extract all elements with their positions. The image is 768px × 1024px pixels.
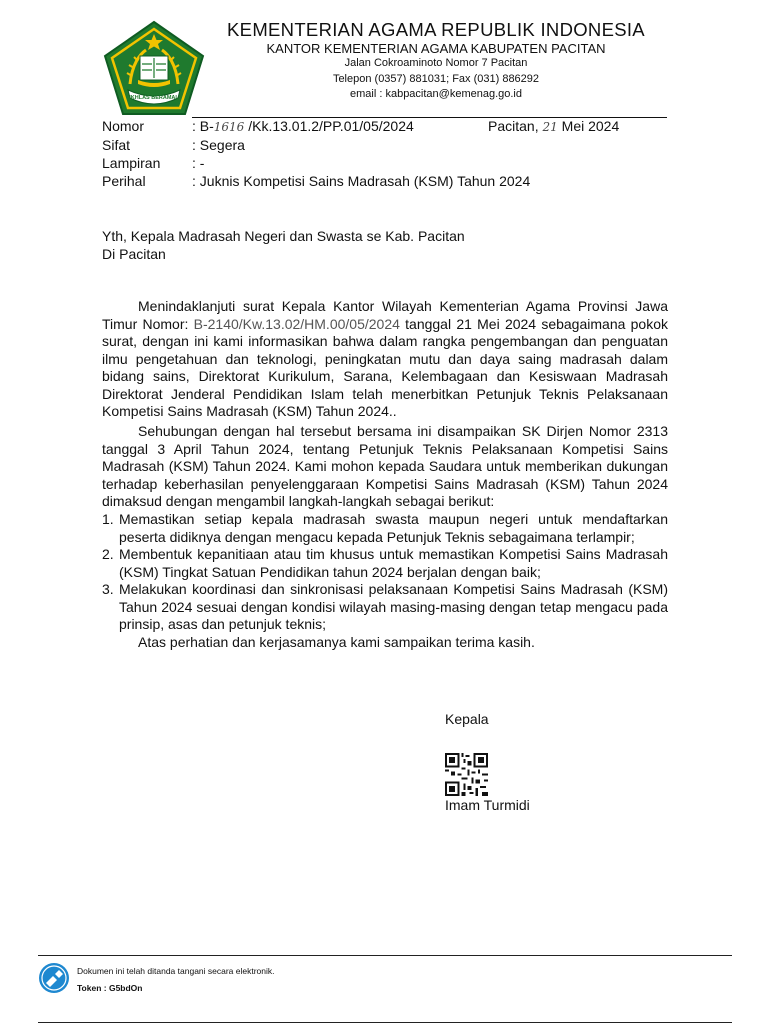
ministry-name: KEMENTERIAN AGAMA REPUBLIK INDONESIA: [227, 19, 645, 40]
steps-list: [102, 511, 668, 634]
signature-title: Kepala: [445, 711, 489, 727]
closing-sentence: Atas perhatian dan kerjasamanya kami sampaikan terima kasih.: [138, 634, 535, 650]
perihal-value: : Juknis Kompetisi Sains Madrasah (KSM) Tahun 2024: [192, 173, 531, 189]
lampiran-value: : -: [192, 155, 205, 171]
list-item: 1. Memastikan setiap kepala madrasah swasta maupun negeri untuk mendaftarkan peserta didiknya dengan mengacu kepada Petunjuk Teknis sebagaimana terlampir;: [102, 511, 668, 545]
sifat-label: Sifat: [102, 137, 131, 153]
perihal-label: Perihal: [102, 173, 146, 189]
office-name: KANTOR KEMENTERIAN AGAMA KABUPATEN PACITAN: [266, 41, 606, 56]
office-address: Jalan Cokroaminoto Nomor 7 Pacitan: [344, 57, 528, 69]
place-date: [488, 117, 619, 136]
nomor-suffix: /Kk.13.01.2/PP.01/05/2024: [244, 118, 414, 134]
kemenag-logo-icon: [102, 20, 206, 118]
qr-code-icon: [445, 753, 488, 796]
logo-motto: IKHLAS BERAMAL: [129, 95, 179, 101]
bsre-signature-icon: [38, 962, 70, 994]
place-date-prefix: Pacitan,: [488, 118, 543, 134]
footer-bottom-divider: [38, 1022, 732, 1023]
office-email: email : kabpacitan@kemenag.go.id: [350, 88, 522, 100]
p1-reference: B-2140/Kw.13.02/HM.00/05/2024: [193, 315, 400, 332]
office-phone: Telepon (0357) 881031; Fax (031) 886292: [332, 73, 540, 85]
paragraph-2: Sehubungan dengan hal tersebut bersama ini disampaikan SK Dirjen Nomor 2313 tanggal 3 April Tahun 2024, tentang Petunjuk Teknis Pelaksanaan Kompetisi Sains Madrasah (KSM) Tahun 2024. Kami mohon kepada Saudara untuk memberikan dukungan terhadap keberhasilan penyelenggaraan Kompetisi Sains Madrasah (KSM) Tahun 2024 dimaksud dengan mengambil langkah-langkah sebagai berikut:: [102, 423, 668, 509]
date-suffix: Mei 2024: [557, 118, 620, 134]
recipient-line1: Yth, Kepala Madrasah Negeri dan Swasta se Kab. Pacitan: [102, 228, 465, 244]
p1-rest: tanggal 21 Mei 2024 sebagaimana pokok surat, dengan ini kami informasikan bahwa dalam rangka pengembangan dan penguatan ilmu pengetahuan dan teknologi, peningkatan mutu dan daya saing madrasah dalam bidang sains, Direktorat Kurikulum, Sarana, Kelembagaan dan Kesiswaan Madrasah Direktorat Jenderal Pendidikan Islam telah menerbitkan Petunjuk Teknis Pelaksanaan Kompetisi Sains Madrasah (KSM) Tahun 2024..: [102, 315, 668, 419]
footer-token: Token : G5bdOn: [77, 983, 143, 993]
nomor-handwritten: 1616: [213, 120, 245, 134]
footer-note: Dokumen ini telah ditanda tangani secara elektronik.: [77, 966, 275, 976]
signatory-name: Imam Turmidi: [445, 797, 530, 813]
list-item: 2. Membentuk kepanitiaan atau tim khusus untuk memastikan Kompetisi Sains Madrasah (KSM) Tingkat Satuan Pendidikan tahun 2024 berjalan dengan baik;: [102, 546, 668, 580]
sifat-value: : Segera: [192, 137, 245, 153]
lampiran-label: Lampiran: [102, 155, 161, 171]
list-item: 3. Melakukan koordinasi dan sinkronisasi pelaksanaan Kompetisi Sains Madrasah (KSM) Tahun 2024 sesuai dengan kondisi wilayah masing-masing dengan tetap mengacu pada prinsip, asas dan petunjuk teknis;: [102, 581, 668, 632]
nomor-value: [192, 117, 414, 136]
p1-start: Menindaklanjuti surat Kepala Kantor Wilayah Kementerian Agama Provinsi Jawa Timur Nomor:: [102, 298, 668, 332]
paragraph-1: [102, 298, 668, 421]
date-handwritten: 21: [542, 120, 558, 134]
footer-divider: [38, 955, 732, 956]
nomor-label: Nomor: [102, 118, 145, 134]
nomor-prefix: : B-: [192, 118, 214, 134]
recipient-line2: Di Pacitan: [102, 246, 166, 262]
